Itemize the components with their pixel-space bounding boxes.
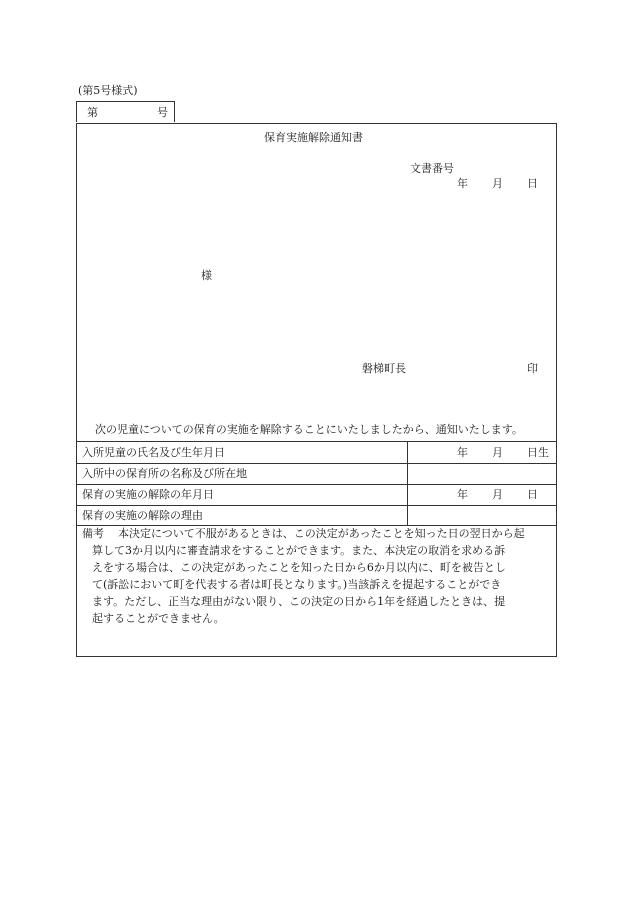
table-row-label: 入所児童の氏名及び生年月日 bbox=[82, 446, 225, 459]
document-number-label: 文書番号 bbox=[410, 162, 454, 175]
table-row-label: 入所中の保育所の名称及び所在地 bbox=[82, 467, 247, 480]
table-row-label: 保育の実施の解除の理由 bbox=[82, 509, 203, 522]
notice-statement: 次の児童についての保育の実施を解除することにいたしましたから、通知いたします。 bbox=[95, 423, 523, 436]
birth-month-label: 月 bbox=[492, 446, 503, 459]
remarks-heading: 備考 bbox=[82, 527, 104, 540]
remarks-line: ます。ただし、正当な理由がない限り、この決定の日から1年を経過したときは、提 bbox=[92, 595, 506, 608]
birth-year-label: 年 bbox=[457, 446, 468, 459]
issue-date-month: 月 bbox=[492, 177, 503, 190]
issue-date-year: 年 bbox=[457, 177, 468, 190]
table-divider bbox=[77, 505, 556, 506]
issue-date-day: 日 bbox=[527, 177, 538, 190]
remarks-line: て(訴訟において町を代表する者は町長となります。)当該訴えを提起することができ bbox=[92, 578, 502, 591]
table-divider bbox=[77, 463, 556, 464]
document-number-box bbox=[76, 101, 175, 122]
table-column-divider bbox=[407, 441, 408, 525]
notice-form-box bbox=[76, 123, 557, 657]
table-divider bbox=[77, 441, 556, 442]
remarks-line: 本決定について不服があるときは、この決定があったことを知った日の翌日から起 bbox=[118, 527, 525, 540]
remarks-line: えをする場合は、この決定があったことを知った日から6か月以内に、町を被告とし bbox=[92, 561, 506, 574]
document-title: 保育実施解除通知書 bbox=[264, 131, 363, 144]
release-month-label: 月 bbox=[492, 488, 503, 501]
number-prefix: 第 bbox=[87, 106, 98, 119]
release-year-label: 年 bbox=[457, 488, 468, 501]
remarks-line: 起することができません。 bbox=[92, 612, 225, 625]
remarks-line: 算して3か月以内に審査請求をすることができます。また、本決定の取消を求める訴 bbox=[92, 544, 506, 557]
table-divider bbox=[77, 525, 556, 526]
table-row-label: 保育の実施の解除の年月日 bbox=[82, 488, 214, 501]
release-day-label: 日 bbox=[527, 488, 538, 501]
form-label: (第5号様式) bbox=[78, 84, 138, 97]
seal-mark: 印 bbox=[527, 362, 538, 375]
table-divider bbox=[77, 484, 556, 485]
addressee-honorific: 様 bbox=[201, 269, 212, 282]
issuer-name: 磐梯町長 bbox=[362, 362, 406, 375]
number-suffix: 号 bbox=[157, 106, 168, 119]
birth-day-label: 日生 bbox=[527, 446, 549, 459]
